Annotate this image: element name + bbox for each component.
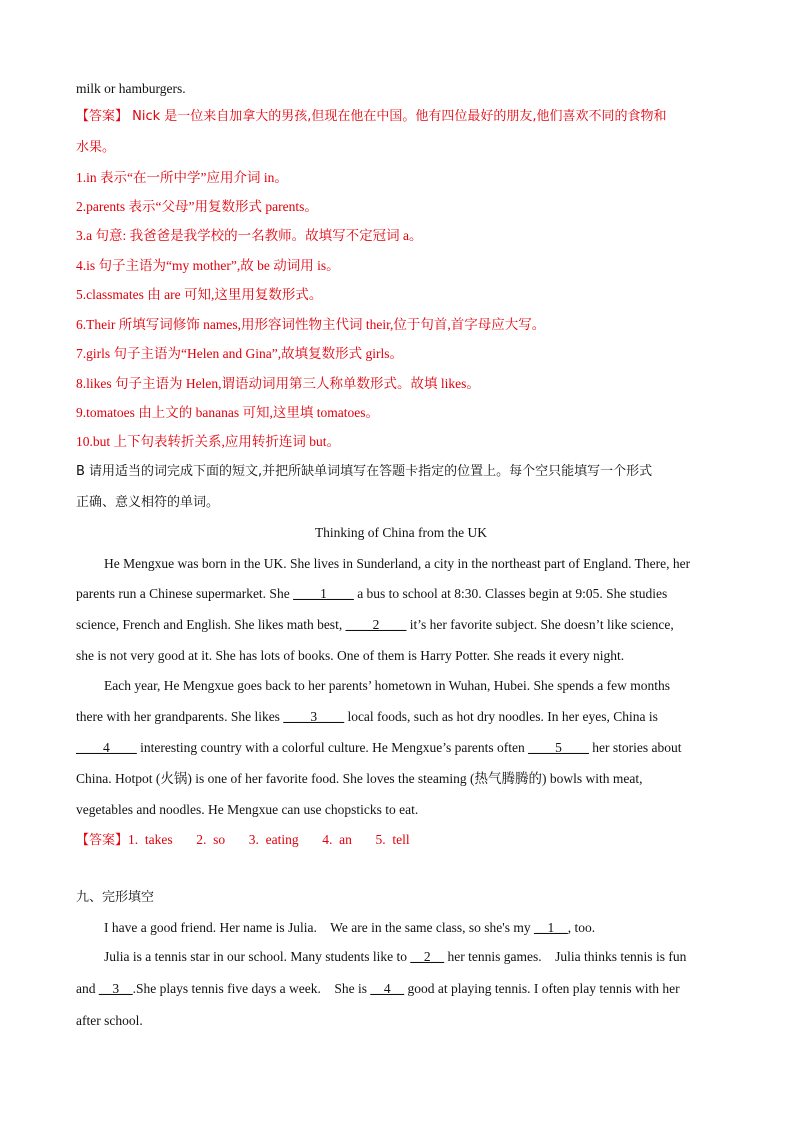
passage-p2-line-2 xyxy=(76,708,658,726)
passage-title: Thinking of China from the UK xyxy=(314,525,488,540)
answer-item-3: 3.a 句意: 我爸爸是我学校的一名教师。故填写不定冠词 a。 xyxy=(76,228,423,243)
text-span: science, French and English. She likes math best, xyxy=(76,617,346,632)
blank-4: ____4____ xyxy=(76,740,137,755)
cloze-blank-2: __2__ xyxy=(410,949,445,964)
text-span: , too. xyxy=(567,920,596,935)
cloze-line-1 xyxy=(104,919,595,937)
cloze-line-4: after school. xyxy=(76,1013,143,1028)
blank-2: ____2____ xyxy=(345,617,407,632)
text-span: local foods, such as hot dry noodles. In her eyes, China is xyxy=(344,709,658,724)
passage-p1-line-4: she is not very good at it. She has lots of books. One of them is Harry Potter. She reads it every night. xyxy=(76,648,625,663)
answer-item-2: 2.parents 表示“父母”用复数形式 parents。 xyxy=(76,199,318,214)
text-span: and xyxy=(76,981,99,996)
answer-item-5: 5.classmates 由 are 可知,这里用复数形式。 xyxy=(76,287,323,302)
cloze-blank-3: __3__ xyxy=(98,981,133,996)
translation-line-2: 水果。 xyxy=(76,140,116,155)
answer-label: 【答案】 xyxy=(76,109,129,124)
text-span: it’s her favorite subject. She doesn’t like science, xyxy=(406,617,674,632)
passage-p1-line-1: He Mengxue was born in the UK. She lives in Sunderland, a city in the northeast part of England. There, her xyxy=(104,556,691,571)
cloze-line-2 xyxy=(104,948,686,966)
answer-item-7: 7.girls 句子主语为“Helen and Gina”,故填复数形式 girls。 xyxy=(76,346,403,361)
passage-p2-line-3 xyxy=(76,739,682,757)
text-span: her tennis games. Julia thinks tennis is fun xyxy=(444,949,687,964)
text-line: milk or hamburgers. xyxy=(76,81,186,96)
cloze-blank-4: __4__ xyxy=(370,981,405,996)
blank-1: ____1____ xyxy=(293,586,354,601)
text-span: a bus to school at 8:30. Classes begin at 9:05. She studies xyxy=(353,586,668,601)
cloze-blank-1: __1__ xyxy=(533,920,568,935)
answer-item-1: 1.in 表示“在一所中学”应用介词 in。 xyxy=(76,170,288,185)
answer-b xyxy=(76,831,410,850)
text-span: I have a good friend. Her name is Julia. We are in the same class, so she's my xyxy=(104,920,534,935)
cloze-line-3 xyxy=(76,980,680,998)
text-span: there with her grandparents. She likes xyxy=(76,709,284,724)
answer-item-8: 8.likes 句子主语为 Helen,谓语动词用第三人称单数形式。故填 likes。 xyxy=(76,376,480,391)
answer-a-translation xyxy=(76,108,667,126)
answer-b-text: 1. takes 2. so 3. eating 4. an 5. tell xyxy=(128,832,410,847)
section-b-instruction-2: 正确、意义相符的单词。 xyxy=(76,495,220,510)
text-span: .She plays tennis five days a week. She is xyxy=(132,981,371,996)
section-b-instruction-1: B 请用适当的词完成下面的短文,并把所缺单词填写在答题卡指定的位置上。每个空只能填写一个形式 xyxy=(76,464,653,479)
text-span: interesting country with a colorful culture. He Mengxue’s parents often xyxy=(136,740,529,755)
blank-3: ____3____ xyxy=(283,709,345,724)
answer-item-6: 6.Their 所填写词修饰 names,用形容词性物主代词 their,位于句首,首字母应大写。 xyxy=(76,317,546,332)
blank-5: ____5____ xyxy=(528,740,589,755)
passage-p2-line-1: Each year, He Mengxue goes back to her parents’ hometown in Wuhan, Hubei. She spends a few months xyxy=(104,678,671,693)
text-span: Julia is a tennis star in our school. Many students like to xyxy=(104,949,411,964)
text-span: good at playing tennis. I often play tennis with her xyxy=(404,981,680,996)
translation-line-1: Nick 是一位来自加拿大的男孩,但现在他在中国。他有四位最好的朋友,他们喜欢不同的食物和 xyxy=(128,109,667,124)
passage-p2-line-5: vegetables and noodles. He Mengxue can use chopsticks to eat. xyxy=(76,802,419,817)
answer-item-10: 10.but 上下句表转折关系,应用转折连词 but。 xyxy=(76,434,341,449)
text-span: her stories about xyxy=(588,740,682,755)
answer-label: 【答案】 xyxy=(76,833,129,848)
passage-p1-line-3 xyxy=(76,616,674,634)
answer-item-9: 9.tomatoes 由上文的 bananas 可知,这里填 tomatoes。 xyxy=(76,405,379,420)
section-9-heading: 九、完形填空 xyxy=(76,890,155,905)
text-span: parents run a Chinese supermarket. She xyxy=(76,586,294,601)
answer-item-4: 4.is 句子主语为“my mother”,故 be 动词用 is。 xyxy=(76,258,340,273)
passage-p1-line-2 xyxy=(76,585,667,603)
passage-p2-line-4: China. Hotpot (火锅) is one of her favorite food. She loves the steaming (热气腾腾的) bowls with meat, xyxy=(76,771,643,786)
